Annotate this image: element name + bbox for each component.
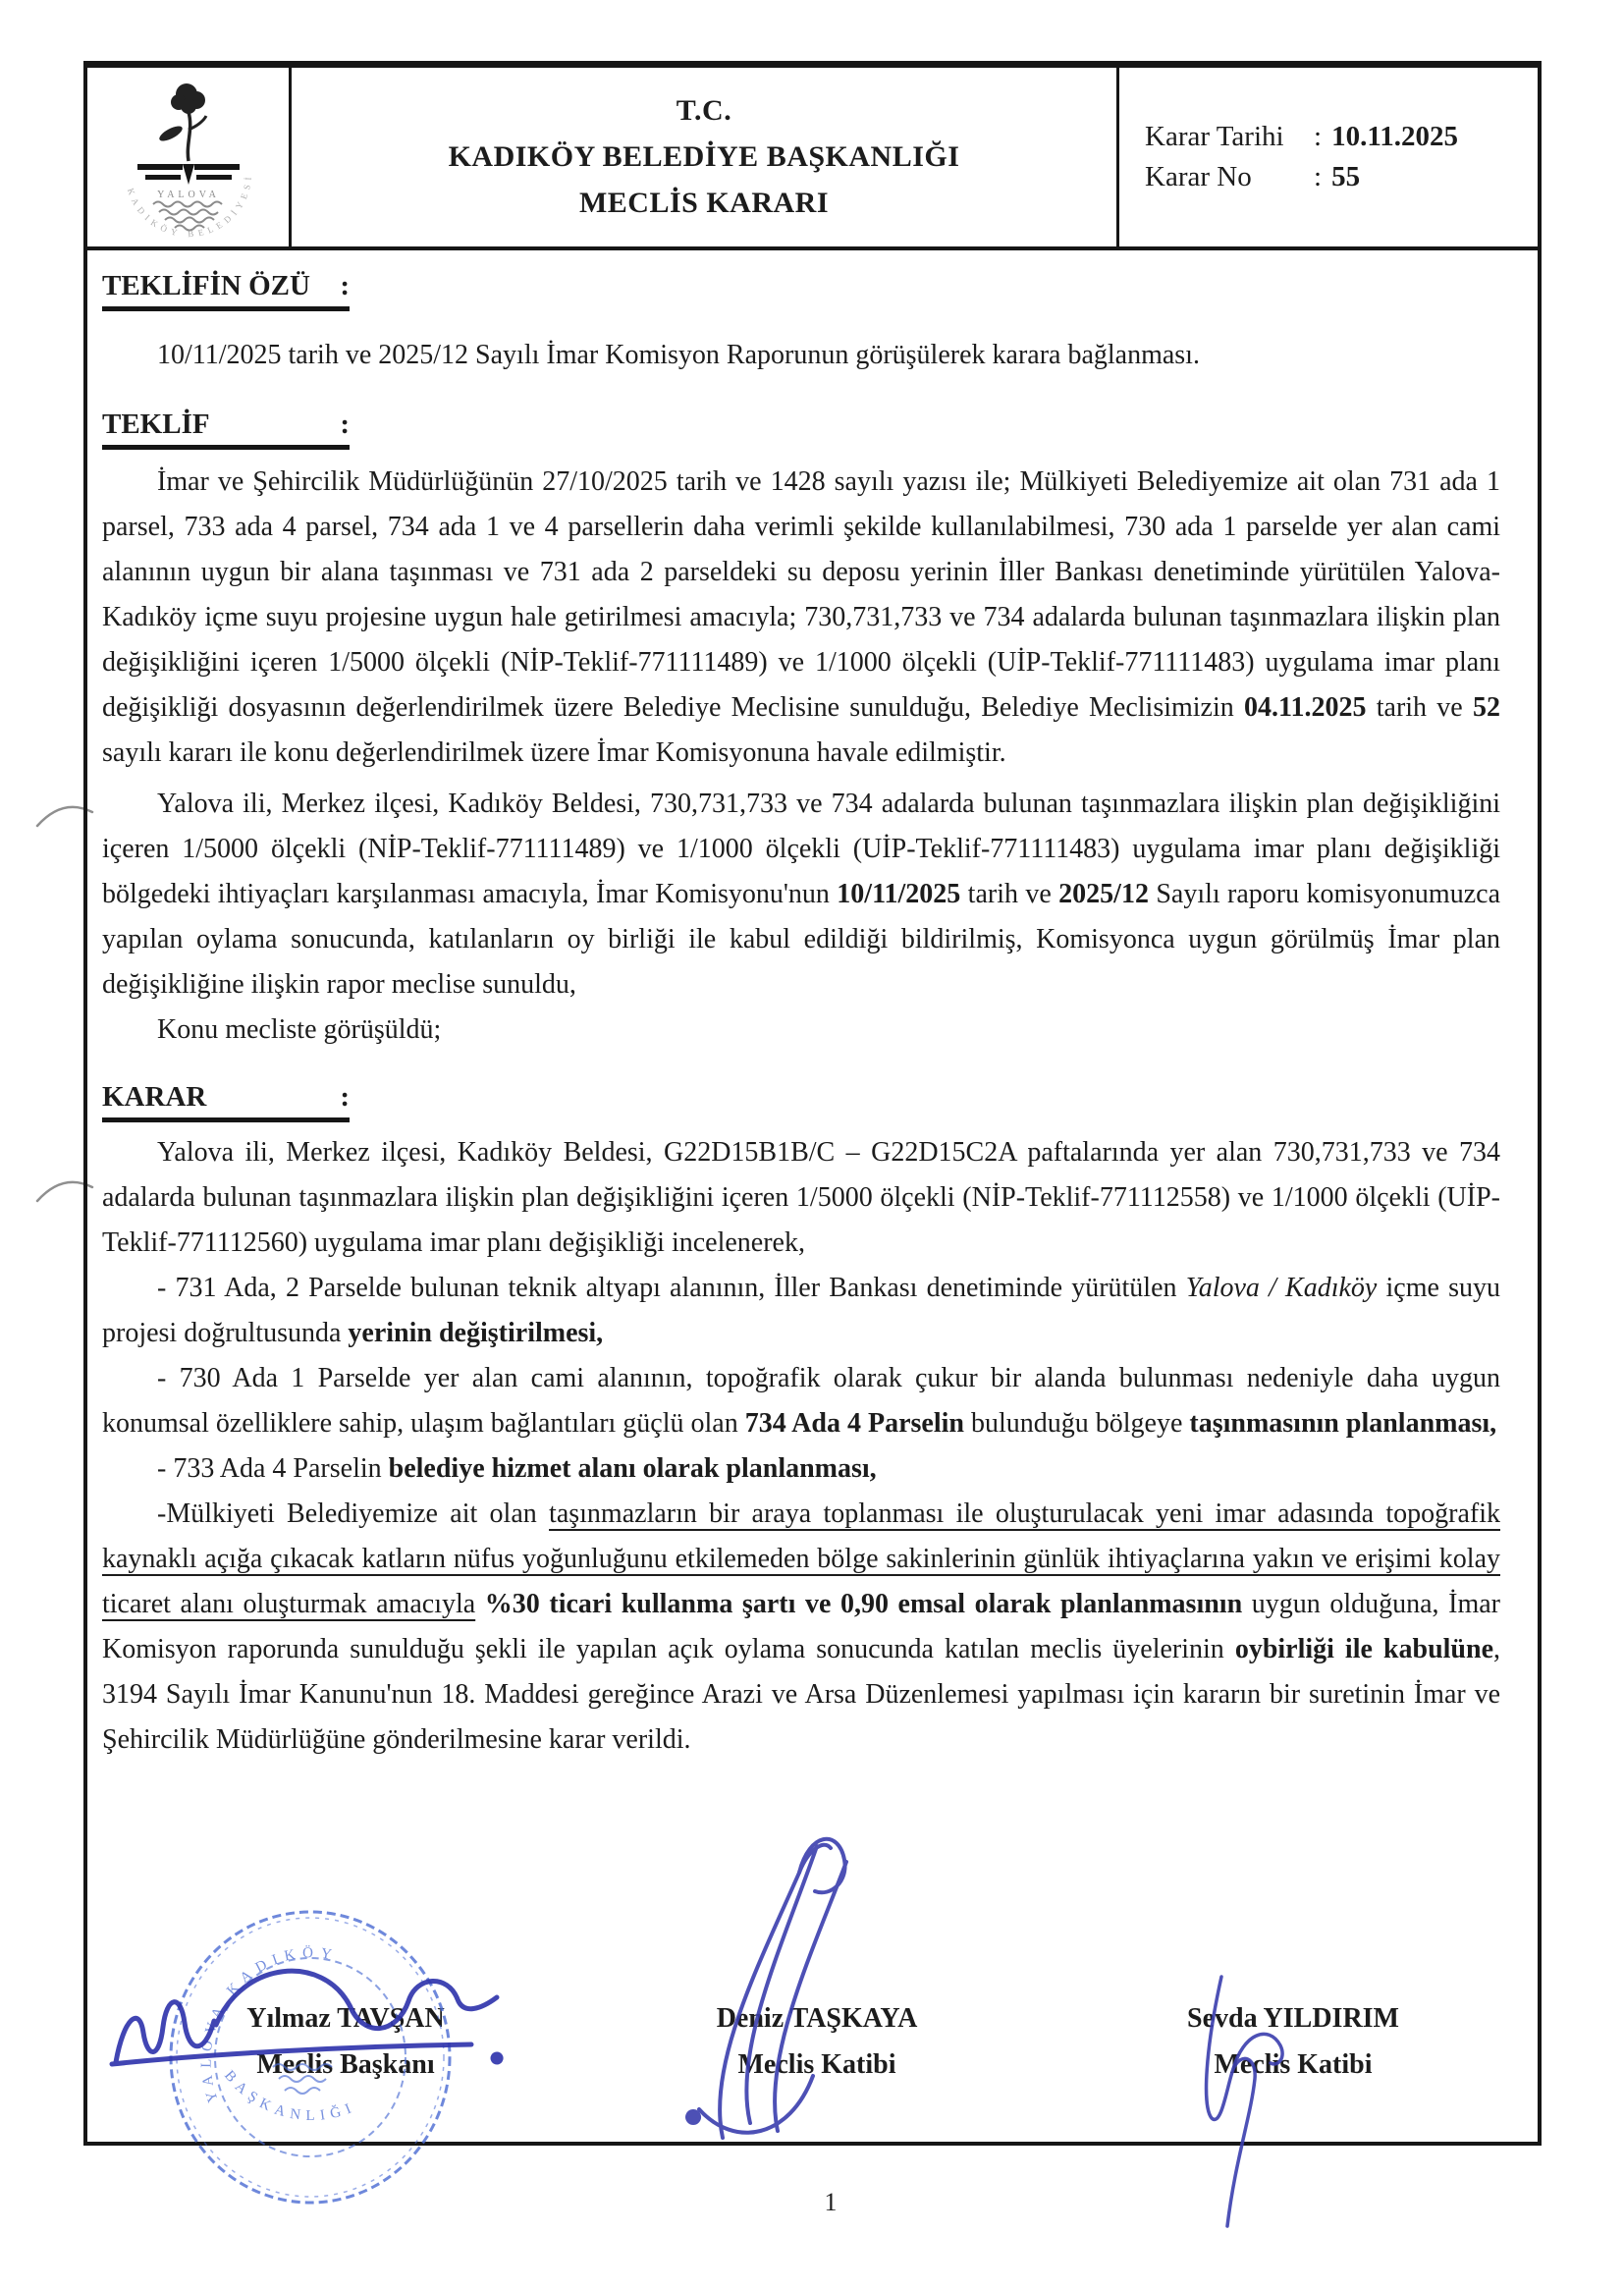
ozu-heading-colon: : — [340, 270, 350, 301]
ozu-paragraph: 10/11/2025 tarih ve 2025/12 Sayılı İmar Komisyon Raporunun görüşülerek karara bağlanması. — [157, 340, 1200, 370]
page-number: 1 — [824, 2188, 838, 2216]
karar-bullet-3: - 733 Ada 4 Parselin belediye hizmet alanı olarak planlanması, — [157, 1453, 877, 1484]
decision-no-row — [1145, 161, 1538, 193]
svg-text:YALOVA KADIKÖY: YALOVA KADIKÖY — [198, 1945, 340, 2104]
decision-no-separator: : — [1314, 161, 1323, 192]
decision-date-separator: : — [1314, 121, 1323, 152]
signature-block-president — [246, 1995, 444, 2088]
karar-paragraph-1: Yalova ili, Merkez ilçesi, Kadıköy Beldesi, G22D15B1B/C – G22D15C2A paftalarında yer alan 730,731,733 ve 734 adalarda bulunan taşınmazlara ilişkin plan değişikliğini içeren 1/5000 ölçekli (NİP-Teklif-771112558) ve 1/1000 ölçekli (UİP-Teklif-771112560) uygulama imar planı değişikliği incelenerek, — [102, 1137, 1500, 1258]
logo-cell — [87, 68, 292, 246]
teklif-heading-label: TEKLİF — [102, 409, 210, 440]
document-body — [87, 250, 1538, 1763]
decision-date-value: 10.11.2025 — [1331, 121, 1458, 152]
meta-cell — [1119, 68, 1538, 246]
signature-block-clerk-1 — [717, 1995, 918, 2088]
karar-bullet-2: - 730 Ada 1 Parselde yer alan cami alanının, topoğrafik olarak çukur bir alanda bulunması nedeniyle daha uygun konumsal özelliklere sahip, ulaşım bağlantıları güçlü olan 734 Ada 4 Parselin bulunduğu bölgeye taşınmasının planlanması, — [102, 1363, 1500, 1439]
decision-no-value: 55 — [1331, 161, 1361, 192]
country-label: T.C. — [676, 94, 732, 127]
konu-line: Konu mecliste görüşüldü; — [157, 1014, 442, 1045]
signer-title: Meclis Başkanı — [256, 2049, 435, 2080]
decision-date-row — [1145, 121, 1538, 153]
decision-document — [83, 61, 1542, 2146]
document-type: MECLİS KARARI — [578, 187, 830, 219]
decision-date-label: Karar Tarihi — [1145, 121, 1284, 152]
section-heading-karar — [102, 1080, 350, 1122]
title-cell — [292, 68, 1119, 246]
logo-flower — [171, 83, 205, 114]
signer-name: Yılmaz TAVŞAN — [246, 2003, 445, 2034]
decision-no-label: Karar No — [1145, 161, 1252, 192]
signer-name: Deniz TAŞKAYA — [716, 2003, 918, 2034]
logo-boat — [137, 164, 240, 185]
signer-name: Sevda YILDIRIM — [1187, 2003, 1399, 2034]
karar-heading-colon: : — [340, 1081, 350, 1113]
section-heading-ozu — [102, 269, 350, 311]
municipality-name: KADIKÖY BELEDİYE BAŞKANLIĞI — [448, 140, 960, 173]
signer-title: Meclis Katibi — [737, 2049, 896, 2080]
svg-text:KADIKÖY BELEDİYESİ: KADIKÖY BELEDİYESİ — [125, 172, 253, 240]
document-header — [87, 68, 1538, 250]
svg-text:BAŞKANLIĞI: BAŞKANLIĞI — [221, 2067, 359, 2125]
karar-bullet-4: -Mülkiyeti Belediyemize ait olan taşınmazların bir araya toplanması ile oluşturulacak yeni imar adasında topoğrafik kaynaklı açığa çıkacak katların nüfus yoğunluğunu etkilemeden bölge sakinlerinin günlük ihtiyaçlarına yakın ve erişimi kolay ticaret alanı oluşturmak amacıyla %30 ticari kullanma şartı ve 0,90 emsal olarak planlanmasının uygun olduğuna, İmar Komisyon raporunda sunulduğu şekli ile yapılan açık oylama sonucunda katılan meclis üyelerinin oybirliği ile kabulüne, 3194 Sayılı İmar Kanunu'nun 18. Maddesi gereğince Arazi ve Arsa Düzenlemesi yapılması için kararın bir suretinin İmar ve Şehircilik Müdürlüğüne gönderilmesine karar verildi. — [102, 1498, 1501, 1755]
teklif-heading-colon: : — [340, 409, 350, 440]
karar-bullet-1: - 731 Ada, 2 Parselde bulunan teknik altyapı alanının, İller Bankası denetiminde yürütülen Yalova / Kadıköy içme suyu projesi doğrultusunda yerinin değiştirilmesi, — [102, 1273, 1501, 1348]
karar-heading-label: KARAR — [102, 1081, 207, 1113]
signature-block-clerk-2 — [1187, 1995, 1399, 2088]
signer-title: Meclis Katibi — [1214, 2049, 1373, 2080]
logo-center-label: YALOVA — [156, 190, 220, 200]
teklif-paragraph-1: İmar ve Şehircilik Müdürlüğünün 27/10/2025 tarih ve 1428 sayılı yazısı ile; Mülkiyeti Belediyemize ait olan 731 ada 1 parsel, 733 ada 4 parsel, 734 ada 1 ve 4 parsellerin daha verimli şekilde kullanılabilmesi, 730 ada 1 parselde yer alan cami alanının uygun bir alana taşınması ve 731 ada 2 parseldeki su deposu yerinin İller Bankası denetiminde yürütülen Yalova-Kadıköy içme suyu projesine uygun hale getirilmesi amacıyla; 730,731,733 ve 734 adalarda bulunan taşınmazlara ilişkin plan değişikliğini içeren 1/5000 ölçekli (NİP-Teklif-771111489) ve 1/1000 ölçekli (UİP-Teklif-771111483) uygulama imar planı değişikliği dosyasının değerlendirilmek üzere Belediye Meclisine sunulduğu, Belediye Meclisimizin 04.11.2025 tarih ve 52 sayılı kararı ile konu değerlendirilmek üzere İmar Komisyonuna havale edilmiştir. — [102, 466, 1500, 768]
section-heading-teklif — [102, 408, 350, 450]
ozu-heading-label: TEKLİFİN ÖZÜ — [102, 270, 310, 301]
municipality-logo-icon — [110, 71, 267, 244]
teklif-paragraph-2: Yalova ili, Merkez ilçesi, Kadıköy Beldesi, 730,731,733 ve 734 adalarda bulunan taşınmazlara ilişkin plan değişikliğini içeren 1/5000 ölçekli (NİP-Teklif-771111489) ve 1/1000 ölçekli (UİP-Teklif-771111483) uygulama imar planı değişikliği bölgedeki ihtiyaçları karşılanması amacıyla, İmar Komisyonu'nun 10/11/2025 tarih ve 2025/12 Sayılı raporu komisyonumuzca yapılan oylama sonucunda, katılanların oy birliği ile kabul edildiği bildirilmiş, Komisyonca uygun görülmüş İmar plan değişikliğine ilişkin rapor meclise sunuldu, — [102, 789, 1500, 1000]
